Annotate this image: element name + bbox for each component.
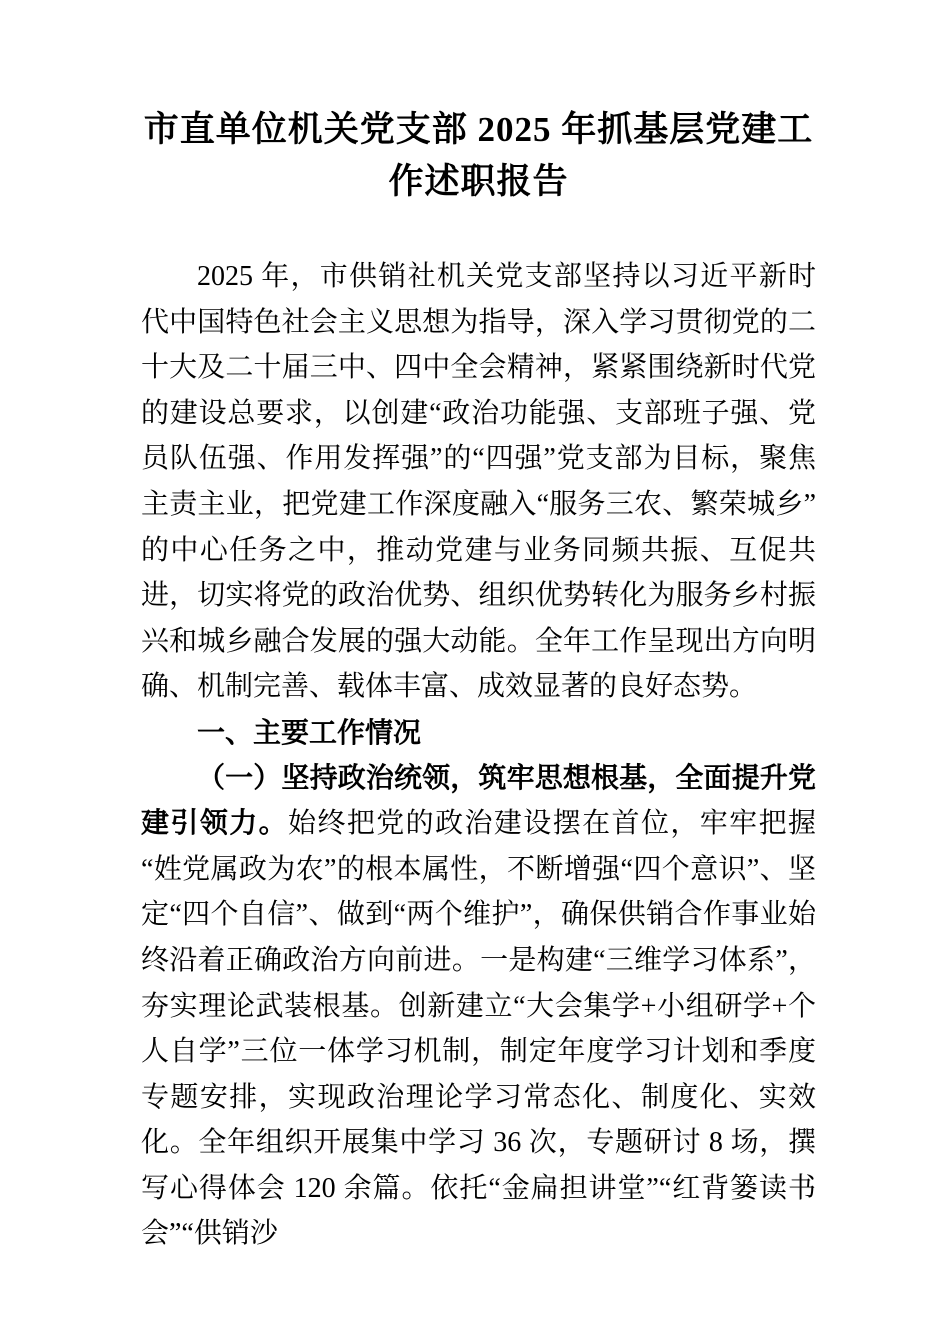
section-heading-main-work: 一、主要工作情况 [197,716,422,748]
document-title-line-2: 作述职报告 [388,162,569,201]
document-title-line-1: 市直单位机关党支部 2025 年抓基层党建工 [143,110,814,149]
paragraph-intro: 2025 年，市供销社机关党支部坚持以习近平新时代中国特色社会主义思想为指导，深入学习贯彻党的二十大及二十届三中、四中全会精神，紧紧围绕新时代党的建设总要求，以创建“政治功能强、支部班子强、党员队伍强、作用发挥强”的“四强”党支部为目标，聚焦主责主业，把党建工作深度融入“服务三农、繁荣城乡”的中心任务之中，推动党建与业务同频共振、互促共进，切实将党的政治优势、组织优势转化为服务乡村振兴和城乡融合发展的强大动能。全年工作呈现出方向明确、机制完善、载体丰富、成效显著的良好态势。 [141,261,816,703]
subsection-1-body: 始终把党的政治建设摆在首位，牢牢把握“姓党属政为农”的根本属性，不断增强“四个意识”、坚定“四个自信”、做到“两个维护”，确保供销合作事业始终沿着正确政治方向前进。一是构建“三维学习体系”，夯实理论武装根基。创新建立“大会集学+小组研学+个人自学”三位一体学习机制，制定年度学习计划和季度专题安排，实现政治理论学习常态化、制度化、实效化。全年组织开展集中学习 36 次，专题研讨 8 场，撰写心得体会 120 余篇。依托“金扁担讲堂”“红背篓读书会”“供销沙 [141,808,816,1250]
document-title [141,104,816,208]
subsection-1-lead: （一）坚持政治统领，筑牢思想根基，全面提升党建引领力。 [141,762,816,840]
paragraph-subsection-1 [141,756,816,1258]
